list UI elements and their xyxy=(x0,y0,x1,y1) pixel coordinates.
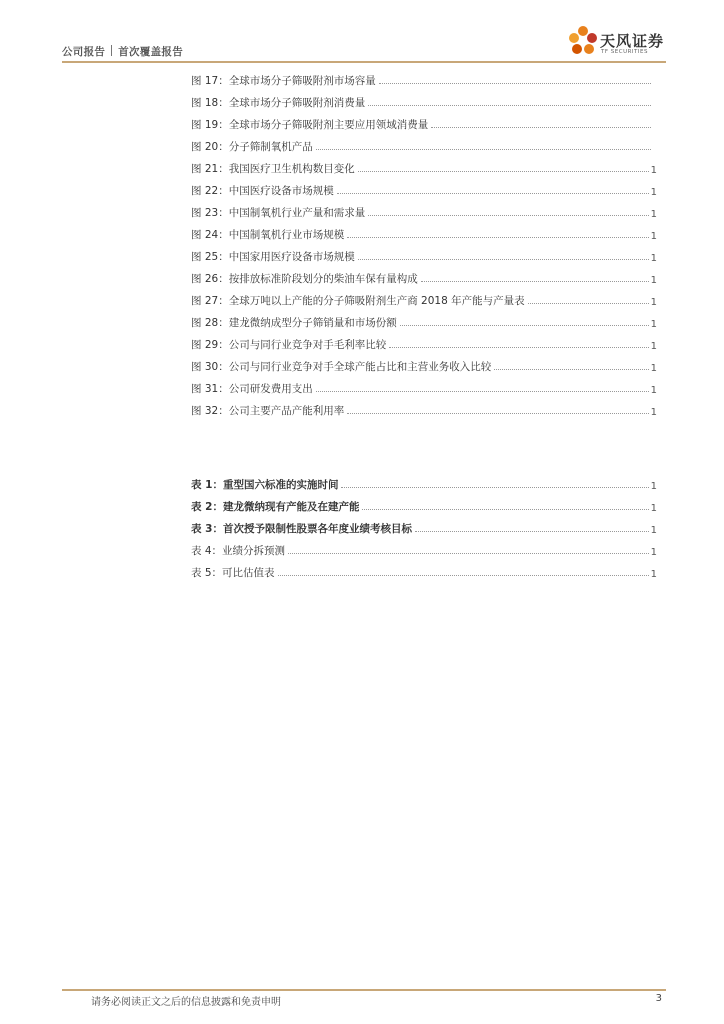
figure-entry-label: 图 32：公司主要产品产能利用率 xyxy=(191,405,345,417)
figure-list xyxy=(191,66,657,418)
dot-leader xyxy=(278,574,649,576)
figure-entry-label: 图 25：中国家用医疗设备市场规模 xyxy=(191,251,355,263)
figure-entry-label: 图 19：全球市场分子筛吸附剂主要应用领域消费量 xyxy=(191,119,429,131)
dot-leader xyxy=(431,126,651,128)
dot-leader xyxy=(347,412,648,414)
figure-entry[interactable] xyxy=(191,396,657,418)
dot-leader xyxy=(368,214,648,216)
dot-leader xyxy=(528,302,649,304)
figure-entry-label: 图 31：公司研发费用支出 xyxy=(191,383,313,395)
dot-leader xyxy=(347,236,648,238)
table-entry-label: 表 3：首次授予限制性股票各年度业绩考核目标 xyxy=(191,523,412,535)
figure-entry-label: 图 30：公司与同行业竞争对手全球产能占比和主营业务收入比较 xyxy=(191,361,492,373)
figure-entry-page: 1 xyxy=(650,407,657,418)
figure-entry-label: 图 27：全球万吨以上产能的分子筛吸附剂生产商 2018 年产能与产量表 xyxy=(191,295,525,307)
figure-entry[interactable] xyxy=(191,352,657,374)
figure-entry-label: 图 21：我国医疗卫生机构数目变化 xyxy=(191,163,355,175)
logo-wordmark: 天风证券 xyxy=(600,32,665,50)
dot-leader xyxy=(358,170,649,172)
footer-disclaimer: 请务必阅读正文之后的信息披露和免责申明 xyxy=(91,997,281,1008)
figure-entry[interactable] xyxy=(191,132,657,154)
dot-leader xyxy=(389,346,648,348)
dot-leader xyxy=(368,104,651,106)
dot-leader xyxy=(362,508,648,510)
dot-leader xyxy=(379,82,651,84)
logo-mark-icon xyxy=(566,24,600,60)
table-entry-label: 表 4：业绩分拆预测 xyxy=(191,545,286,557)
figure-entry[interactable] xyxy=(191,176,657,198)
table-entry[interactable] xyxy=(191,492,657,514)
figure-entry-page: 1 xyxy=(650,231,657,242)
table-entry-label: 表 5：可比估值表 xyxy=(191,567,275,579)
figure-entry-page: 1 xyxy=(650,297,657,308)
figure-entry[interactable] xyxy=(191,154,657,176)
table-entry-page: 1 xyxy=(650,503,657,514)
dot-leader xyxy=(400,324,649,326)
figure-entry-page: 1 xyxy=(650,165,657,176)
table-entry[interactable] xyxy=(191,536,657,558)
figure-entry[interactable] xyxy=(191,286,657,308)
dot-leader xyxy=(421,280,649,282)
figure-entry[interactable] xyxy=(191,220,657,242)
dot-leader xyxy=(358,258,649,260)
company-logo xyxy=(566,24,686,60)
table-entry[interactable] xyxy=(191,470,657,492)
footer-divider xyxy=(62,989,666,991)
dot-leader xyxy=(316,390,649,392)
table-entry-label: 表 1：重型国六标准的实施时间 xyxy=(191,479,339,491)
figure-entry[interactable] xyxy=(191,110,657,132)
logo-subtitle: TF SECURITIES xyxy=(601,49,648,55)
page-number: 3 xyxy=(655,993,662,1004)
figure-entry-page: 1 xyxy=(650,363,657,374)
dot-leader xyxy=(494,368,648,370)
dot-leader xyxy=(337,192,649,194)
header-divider xyxy=(62,61,666,63)
figure-entry-label: 图 18：全球市场分子筛吸附剂消费量 xyxy=(191,97,366,109)
figure-entry-label: 图 29：公司与同行业竞争对手毛利率比较 xyxy=(191,339,387,351)
figure-entry-page: 1 xyxy=(650,341,657,352)
figure-entry[interactable] xyxy=(191,198,657,220)
figure-entry-page: 1 xyxy=(650,253,657,264)
figure-entry-label: 图 28：建龙微纳成型分子筛销量和市场份额 xyxy=(191,317,397,329)
figure-entry[interactable] xyxy=(191,88,657,110)
figure-entry[interactable] xyxy=(191,242,657,264)
table-entry[interactable] xyxy=(191,514,657,536)
figure-entry-label: 图 22：中国医疗设备市场规模 xyxy=(191,185,334,197)
figure-entry[interactable] xyxy=(191,308,657,330)
dot-leader xyxy=(415,530,649,532)
figure-entry-page: 1 xyxy=(650,275,657,286)
report-subtype-label: 首次覆盖报告 xyxy=(118,46,184,58)
table-entry-page: 1 xyxy=(650,569,657,580)
table-entry-page: 1 xyxy=(650,547,657,558)
dot-leader xyxy=(341,486,648,488)
figure-entry-label: 图 20：分子筛制氧机产品 xyxy=(191,141,313,153)
figure-entry-label: 图 26：按排放标准阶段划分的柴油车保有量构成 xyxy=(191,273,418,285)
figure-entry[interactable] xyxy=(191,374,657,396)
figure-entry-label: 图 17：全球市场分子筛吸附剂市场容量 xyxy=(191,75,376,87)
report-type-label: 公司报告 xyxy=(62,46,106,58)
figure-entry-page: 1 xyxy=(650,187,657,198)
figure-entry[interactable] xyxy=(191,330,657,352)
table-list xyxy=(191,470,657,580)
figure-entry-label: 图 24：中国制氧机行业市场规模 xyxy=(191,229,345,241)
figure-entry[interactable] xyxy=(191,66,657,88)
figure-entry[interactable] xyxy=(191,264,657,286)
figure-entry-page: 1 xyxy=(650,385,657,396)
table-entry-label: 表 2：建龙微纳现有产能及在建产能 xyxy=(191,501,360,513)
header-separator xyxy=(111,45,112,56)
table-entry[interactable] xyxy=(191,558,657,580)
table-entry-page: 1 xyxy=(650,525,657,536)
table-entry-page: 1 xyxy=(650,481,657,492)
figure-entry-page: 1 xyxy=(650,209,657,220)
report-category xyxy=(62,44,183,59)
dot-leader xyxy=(316,148,651,150)
figure-entry-page: 1 xyxy=(650,319,657,330)
figure-entry-label: 图 23：中国制氧机行业产量和需求量 xyxy=(191,207,366,219)
dot-leader xyxy=(288,552,649,554)
